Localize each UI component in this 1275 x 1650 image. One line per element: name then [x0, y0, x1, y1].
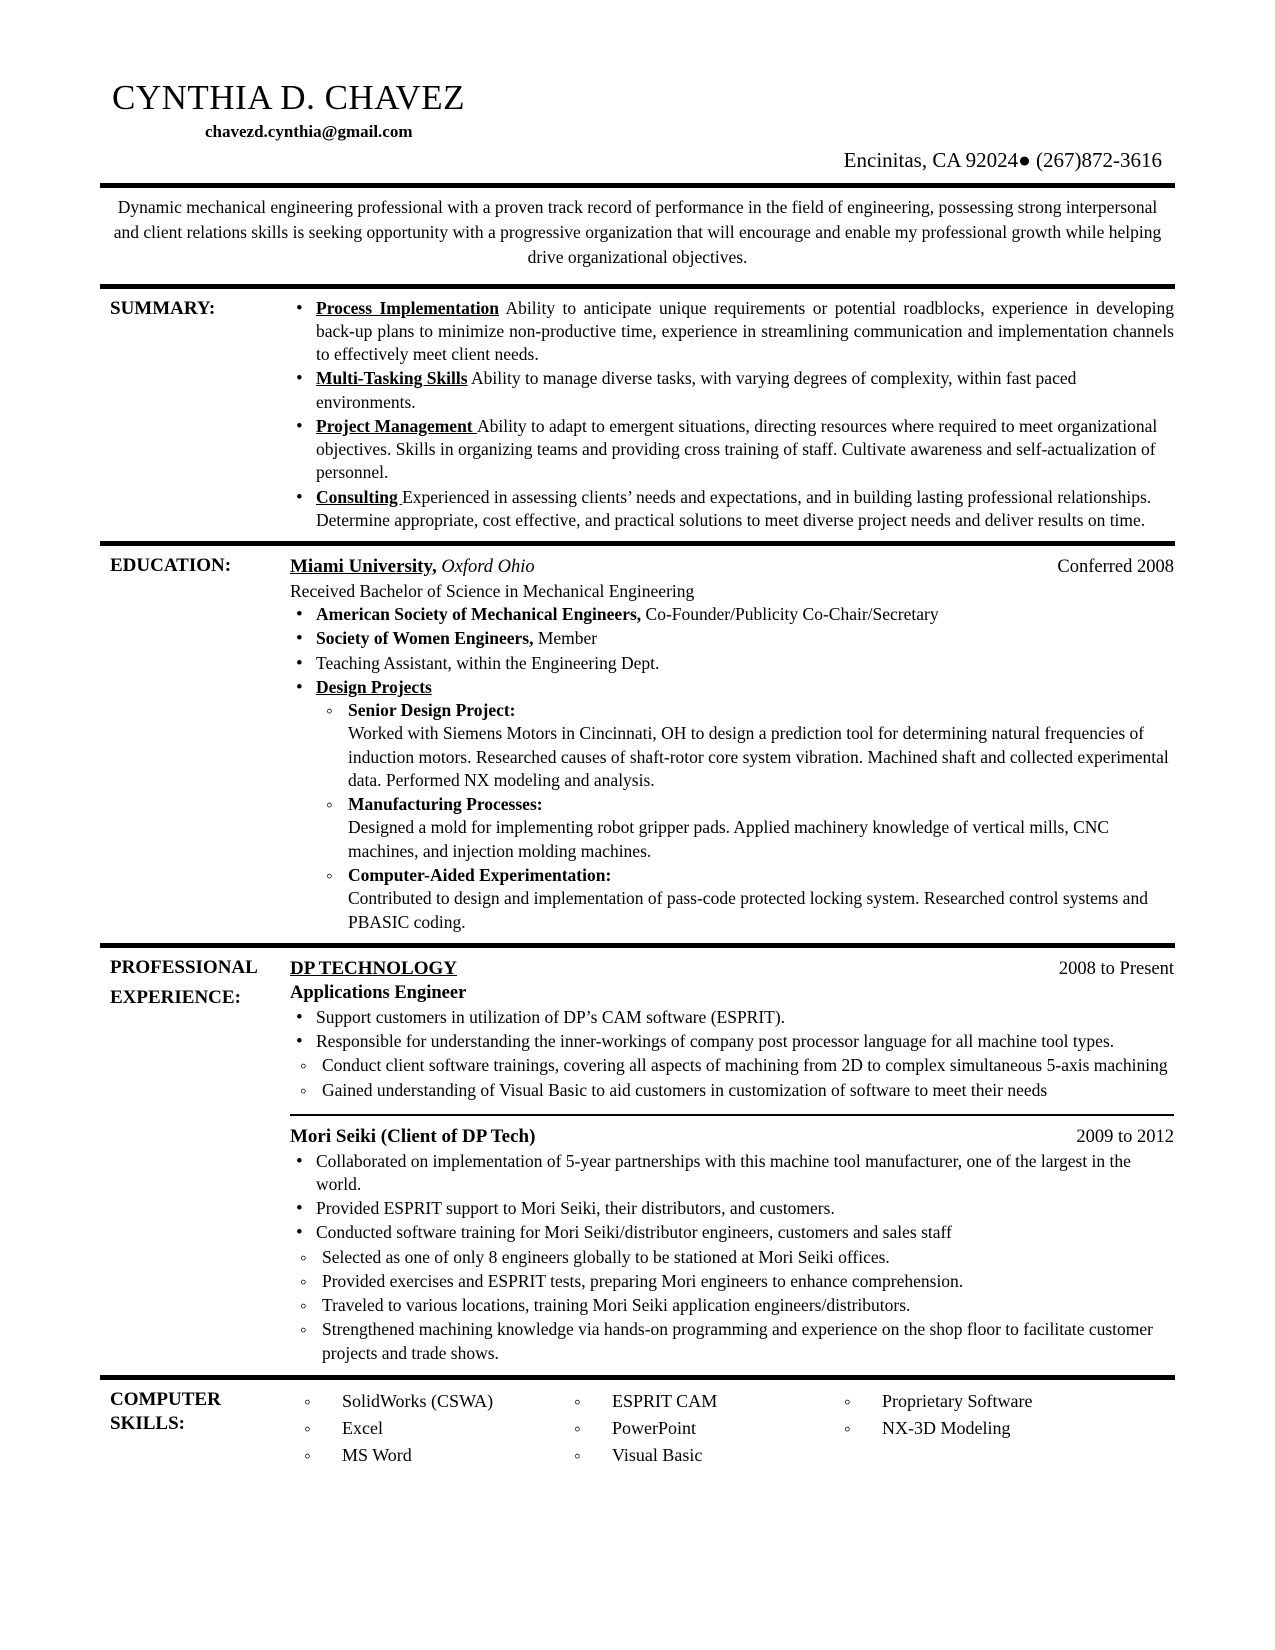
summary-item-text: Experienced in assessing clients’ needs and expectations, and in building lasting professional relationships. Determine appropriate, cost effective, and practical solutions to meet diverse project needs and deliver results on time. [316, 486, 1152, 530]
list-item: • Provided ESPRIT support to Mori Seiki, their distributors, and customers. [290, 1197, 1174, 1220]
summary-label: SUMMARY: [110, 297, 216, 319]
section-summary [95, 289, 1180, 534]
skill-item: ◦ PowerPoint [560, 1417, 830, 1441]
skill-item: ◦ Visual Basic [560, 1444, 830, 1468]
summary-item-title: Process Implementation [316, 297, 500, 318]
experience-label-line2: EXPERIENCE: [110, 986, 241, 1008]
job-entry [290, 956, 1174, 1102]
list-item: • Responsible for understanding the inner-workings of company post processor language for all machine tool types. [290, 1030, 1174, 1053]
list-item [290, 652, 1174, 675]
summary-item-text: Ability to adapt to emergent situations, directing resources where required to meet organizational objectives. Skills in organizing teams and providing cross training of staff. Cultivate awareness and self-actualization of personnel. [316, 415, 1158, 483]
education-school-location: Oxford Ohio [436, 557, 535, 578]
job-entry [290, 1124, 1174, 1365]
job-dates: 2009 to 2012 [1076, 1127, 1174, 1148]
skill-item: ◦ Proprietary Software [830, 1390, 1120, 1414]
page-title: CYNTHIA D. CHAVEZ [112, 78, 465, 117]
list-item [290, 627, 1174, 650]
contact-location-phone: Encinitas, CA 92024● (267)872-3616 [843, 148, 1162, 172]
list-item: ◦ Traveled to various locations, training Mori Seiki application engineers/distributors. [290, 1294, 1174, 1317]
project-title: Computer-Aided Experimentation: [348, 864, 612, 885]
job-header [290, 956, 1174, 982]
education-org: American Society of Mechanical Engineers, [316, 604, 642, 625]
skills-column [830, 1390, 1120, 1471]
skills-column [290, 1390, 560, 1471]
experience-label-line1: PROFESSIONAL [110, 956, 258, 978]
summary-item-title: Multi-Tasking Skills [316, 368, 468, 389]
skills-body [290, 1388, 1180, 1471]
list-item: ◦ Strengthened machining knowledge via hands-on programming and experience on the shop floor to facilitate customer projects and trade shows. [290, 1318, 1174, 1365]
skill-item: ◦ MS Word [290, 1444, 560, 1468]
list-item [290, 415, 1174, 485]
job-role: Applications Engineer [290, 983, 467, 1004]
list-item: ◦ Selected as one of only 8 engineers globally to be stationed at Mori Seiki offices. [290, 1246, 1174, 1269]
list-item: • Conducted software training for Mori Seiki/distributor engineers, customers and sales staff [290, 1221, 1174, 1244]
education-school-row [290, 554, 1174, 580]
summary-body [290, 297, 1180, 534]
job-header [290, 1124, 1174, 1150]
list-item [316, 793, 1174, 863]
design-projects-label: Design Projects [316, 676, 432, 697]
education-conferred: Conferred 2008 [1057, 557, 1174, 578]
summary-item-text: Ability to manage diverse tasks, with varying degrees of complexity, within fast paced environments. [316, 368, 1077, 412]
list-item: • Support customers in utilization of DP’s CAM software (ESPRIT). [290, 1006, 1174, 1029]
education-org: Society of Women Engineers, [316, 628, 534, 649]
job-dates: 2008 to Present [1058, 958, 1174, 979]
education-org-role: Co-Founder/Publicity Co-Chair/Secretary [641, 604, 939, 625]
skills-column [560, 1390, 830, 1471]
project-text: Designed a mold for implementing robot gripper pads. Applied machinery knowledge of vertical mills, CNC machines, and injection molding machines. [348, 817, 1110, 861]
objective-statement: Dynamic mechanical engineering professional with a proven track record of performance in the field of engineering, possessing strong interpersonal and client relations skills is seeking opportunity with a progressive organization that will encourage and enable my professional growth while helping drive organizational objectives. [113, 197, 1162, 267]
summary-item-text: Ability to anticipate unique requirements or potential roadblocks, experience in developing back-up plans to minimize non-productive time, experience in streamlining communication and implementation channels to effectively meet client needs. [316, 297, 1174, 365]
list-item [290, 486, 1174, 533]
divider-job [290, 1114, 1174, 1116]
list-item [290, 297, 1174, 367]
skills-label-line2: SKILLS: [110, 1412, 185, 1434]
project-text: Contributed to design and implementation of pass-code protected locking system. Researched control systems and PBASIC coding. [348, 888, 1148, 932]
education-degree: Received Bachelor of Science in Mechanical Engineering [290, 580, 695, 601]
section-computer-skills [95, 1380, 1180, 1471]
skills-label [95, 1388, 290, 1436]
resume-header [95, 78, 1180, 173]
education-school: Miami University, [290, 556, 437, 578]
skill-item: ◦ Excel [290, 1417, 560, 1441]
contact-email: chavezd.cynthia@gmail.com [205, 122, 413, 141]
skills-label-line1: COMPUTER [110, 1389, 221, 1410]
experience-body [290, 956, 1180, 1367]
job-company: Mori Seiki (Client of DP Tech) [290, 1126, 536, 1148]
list-item [290, 367, 1174, 414]
skill-item: ◦ SolidWorks (CSWA) [290, 1390, 560, 1414]
section-education [95, 546, 1180, 935]
list-item [316, 699, 1174, 792]
summary-item-title: Consulting [316, 486, 403, 507]
skill-item: ◦ ESPRIT CAM [560, 1390, 830, 1414]
project-title: Manufacturing Processes: [348, 794, 543, 815]
project-text: Worked with Siemens Motors in Cincinnati, OH to design a prediction tool for determining natural frequencies of induction motors. Researched causes of shaft-rotor core system vibration. Machined shaft and collected experimental data. Performed NX modeling and analysis. [348, 723, 1169, 790]
list-item: ◦ Provided exercises and ESPRIT tests, preparing Mori engineers to enhance comprehension. [290, 1270, 1174, 1293]
job-company: DP TECHNOLOGY [290, 957, 457, 979]
list-item: • Collaborated on implementation of 5-year partnerships with this machine tool manufacturer, one of the largest in the world. [290, 1150, 1174, 1197]
list-item: ◦ Conduct client software trainings, covering all aspects of machining from 2D to complex simultaneous 5-axis machining [290, 1054, 1174, 1077]
list-item [316, 864, 1174, 934]
list-item: ◦ Gained understanding of Visual Basic to aid customers in customization of software to meet their needs [290, 1079, 1174, 1102]
experience-label [95, 956, 290, 1010]
education-org-role: Teaching Assistant, within the Engineering Dept. [316, 652, 660, 673]
list-item [290, 676, 1174, 934]
education-body [290, 554, 1180, 935]
section-experience [95, 948, 1180, 1367]
education-label: EDUCATION: [110, 555, 232, 577]
summary-item-title: Project Management [316, 415, 478, 436]
skill-item: ◦ NX-3D Modeling [830, 1417, 1120, 1441]
project-title: Senior Design Project: [348, 700, 516, 721]
list-item [290, 603, 1174, 626]
education-org-role: Member [533, 628, 598, 649]
